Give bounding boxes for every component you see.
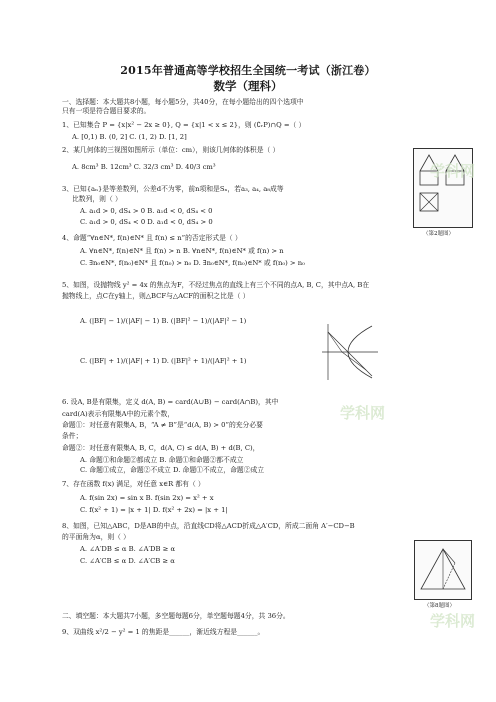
question-line: A. f(sin 2x) = sin x B. f(sin 2x) = x² + x <box>80 494 214 502</box>
question-line: C. 命题①成立，命题②不成立 D. 命题①不成立，命题②成立 <box>80 466 265 474</box>
figure8-caption: （第8题图） <box>424 603 455 609</box>
question-line: A. ∀n∈N*, f(n)∈N* 且 f(n) > n B. ∀n∈N*, f(n)∈N* 或 f(n) > n <box>80 247 284 255</box>
question-line: 5、如图，设抛物线 y² = 4x 的焦点为F，不经过焦点的直线上有三个不同的点A, B, C，其中点A, B在 <box>62 281 370 289</box>
question-line: A. 8cm³ B. 12cm³ C. 32/3 cm³ D. 40/3 cm³ <box>72 163 216 171</box>
question-line: A. a₁d > 0, dS₄ > 0 B. a₁d < 0, dS₄ < 0 <box>80 207 213 215</box>
question-line: C. ∃n₀∈N*, f(n₀)∈N* 且 f(n₀) > n₀ D. ∃n₀∈N*, f(n₀)∈N* 或 f(n₀) > n₀ <box>80 259 305 267</box>
question-line: 一、选择题：本大题共8小题，每小题5分，共40分，在每小题给出的四个选项中 <box>62 98 304 106</box>
exam-title: 2015年普通高等学校招生全国统一考试（浙江卷） <box>120 64 376 77</box>
question-line: 抛物线上，点C在y轴上，则△BCF与△ACF的面积之比是（ ） <box>62 292 250 300</box>
question-line: 1、已知集合 P = {x|x² − 2x ≥ 0}, Q = {x|1 < x ≤ 2}，则 (∁ᵣP)∩Q =（ ） <box>62 121 306 129</box>
question-line: 比数列，则（ ） <box>72 195 122 203</box>
question-line: A. (|BF| − 1)/(|AF| − 1) B. (|BF|² − 1)/(|AF|² − 1) <box>80 317 247 325</box>
parabola-figure <box>320 322 380 382</box>
question-line: 6. 设A, B是有限集，定义 d(A, B) = card(A∪B) − card(A∩B)，其中 <box>62 398 279 406</box>
question-line: 4、命题“∀n∈N*, f(n)∈N* 且 f(n) ≤ n”的否定形式是（ ） <box>62 234 242 242</box>
question-line: A. [0,1) B. (0, 2] C. (1, 2) D. [1, 2] <box>72 133 187 141</box>
watermark-logo: 学科网 <box>340 404 386 422</box>
question-line: C. (|BF| + 1)/(|AF| + 1) D. (|BF|² + 1)/(|AF|² + 1) <box>80 357 247 365</box>
figure2-caption: （第2题图） <box>423 231 454 237</box>
question-line: 7、存在函数 f(x) 满足，对任意 x∈R 都有（ ） <box>62 480 205 488</box>
question-line: C. a₁d > 0, dS₄ < 0 D. a₁d < 0, dS₄ > 0 <box>80 218 213 226</box>
question-line: 8、如图，已知△ABC，D是AB的中点，沿直线CD将△ACD折成△A′CD，所成二面角 A′−CD−B <box>62 522 355 530</box>
question-line: A. 命题①和命题②都成立 B. 命题①和命题②都不成立 <box>80 456 244 464</box>
question-line: 命题①：对任意有限集A, B，“A ≠ B”是“d(A, B) > 0”的充分必要 <box>62 421 263 429</box>
triangle-fold-drawing <box>415 541 471 599</box>
watermark-logo: 学科网 <box>430 612 476 630</box>
question-line: 命题②：对任意有限集A, B, C，d(A, C) ≤ d(A, B) + d(B, C)， <box>62 444 260 452</box>
exam-subtitle: 数学（理科） <box>213 79 283 93</box>
question-line: 只有一项是符合题目要求的。 <box>62 107 151 115</box>
question-line: card(A)表示有限集A中的元素个数， <box>62 410 175 418</box>
question-line: 二、填空题：本大题共7小题，多空题每题6分，单空题每题4分，共 36分。 <box>62 612 290 620</box>
question-line: 9、双曲线 x²/2 − y² = 1 的焦距是______，渐近线方程是______。 <box>62 628 265 636</box>
question-line: C. ∠A′CB ≤ α D. ∠A′CB ≥ α <box>80 557 175 565</box>
watermark-logo: 学科网 <box>430 162 476 180</box>
question-line: 的平面角为α，则（ ） <box>62 533 130 541</box>
question-line: A. ∠A′DB ≤ α B. ∠A′DB ≥ α <box>80 545 176 553</box>
question-line: 2、某几何体的三视图如图所示（单位：cm），则该几何体的体积是（ ） <box>62 146 280 154</box>
question-line: 3、已知{aₙ}是等差数列，公差d不为零，前n项和是Sₙ，若a₃, a₄, a₈成等 <box>62 185 284 193</box>
triangle-fold-figure <box>414 540 472 600</box>
question-line: 条件； <box>62 432 83 440</box>
question-line: C. f(x² + 1) = |x + 1| D. f(x² + 2x) = |x + 1| <box>80 506 228 514</box>
